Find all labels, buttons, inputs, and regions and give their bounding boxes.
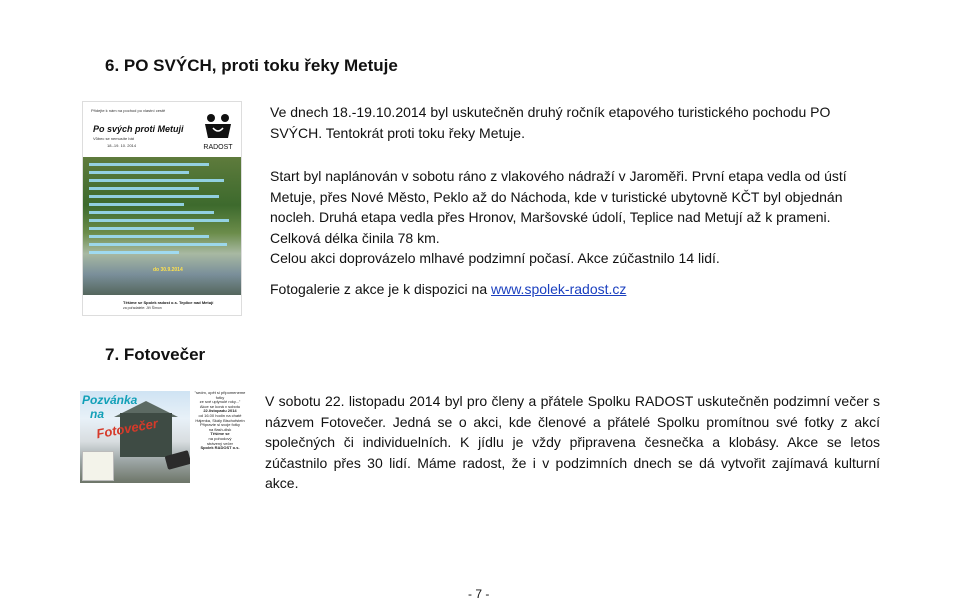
section1-gallery-line: [270, 279, 890, 300]
gallery-text: Fotogalerie z akce je k dispozici na: [270, 281, 491, 297]
poster-info-line: Hájenka, Skály Bischofstein: [195, 417, 245, 423]
poster-deadline: do 30.9.2014: [153, 267, 183, 273]
text-line: nocleh. Druhá etapa vedla přes Hronov, Maršovské údolí, Teplice nad Metují až k prameni.: [270, 209, 831, 226]
poster-info-line: "sedm, opět si připomeneme fotky: [194, 391, 246, 400]
poster-info-line: na pohodový: [208, 435, 232, 441]
poster-info-panel: [190, 391, 250, 483]
poster-info-line: od 16.00 hodin na chatě: [198, 412, 242, 418]
poster-organizer: za pořadatele: Jiří Šimon: [123, 306, 162, 310]
text-line: Celková délka činila 78 km.: [270, 229, 440, 246]
text-line: Ve dnech 18.-19.10.2014 byl uskutečněn druhý ročník etapového turistického pochodu PO: [270, 104, 831, 120]
fotovecer-poster-image: [80, 391, 250, 483]
poster-title: Po svých proti Metuji: [93, 124, 184, 134]
poster-dates: 18.-19. 10. 2014: [107, 143, 137, 148]
section-heading-fotovecer: 7. Fotovečer: [105, 345, 206, 364]
poster-info-line: Připravte si svoje fotky: [199, 422, 240, 428]
poster-info-line: 22.listopadu 2014: [203, 408, 237, 414]
poster-map: [82, 451, 114, 481]
text-line: Celou akci doprovázelo mlhavé podzimní počasí. Akce zúčastnilo 14 lidí.: [270, 250, 720, 267]
page-number: - 7 -: [468, 587, 490, 601]
poster-subtitle: Vůbec se nemusíte bát: [93, 136, 134, 141]
text-line: Start byl naplánován v sobotu ráno z vlakového nádraží v Jaroměři. První etapa vedla od ústí: [270, 168, 847, 184]
text-line: Metuje, přes Nové Město, Peklo až do Náchoda, kde v turistické ubytovně KČT byl objednán: [270, 188, 843, 205]
gallery-link[interactable]: www.spolek-radost.cz: [491, 281, 627, 297]
section1-paragraph-route: [270, 166, 890, 269]
svg-text:RADOST: RADOST: [203, 144, 233, 151]
poster-info-line: strávený večer: [206, 440, 233, 446]
poster-intro-text: Přidejte k nám na pochod po vlastní cestě: [91, 108, 166, 113]
poster-info-line: Akce se koná v sobotu: [199, 403, 241, 409]
poster-info-line: na flash-disk: [208, 426, 232, 432]
poster-thanks: Těšíme se Spolek radost o.s. Teplice nad Metují: [123, 300, 214, 305]
poster-winter-scene: [80, 391, 190, 483]
section1-paragraph-intro: [270, 102, 890, 143]
poster-info-line: ze své uplynulé roky...": [199, 399, 241, 405]
poster-info-line: Spolek RADOST o.s.: [200, 445, 240, 451]
section2-paragraph: V sobotu 22. listopadu 2014 byl pro členy a přátele Spolku RADOST uskutečněn podzimní večer s názvem Fotovečer. Jedná se o akci, kde členové a přátelé Spolku promítnou své fotky z akcí společných či individuelních. K jídlu je vždy připravena česnečka a klobásy. Akce se letos zúčastnilo přes 30 lidí. Máme radost, že i v podzimních dnech se dá vytvořit zajímavá kulturní akce.: [265, 393, 880, 492]
po-svych-poster-image: [82, 101, 242, 316]
text-line: SVÝCH. Tentokrát proti toku řeky Metuje.: [270, 124, 525, 141]
poster-heading-na: na: [90, 407, 105, 421]
poster-heading-fotovecer: Fotovečer: [95, 415, 159, 442]
section-heading-po-svych: 6. PO SVÝCH, proti toku řeky Metuje: [105, 56, 398, 75]
radost-logo-icon: [201, 112, 235, 152]
poster-river-photo: [83, 157, 241, 295]
poster-info-line: Těšíme se: [210, 431, 230, 437]
poster-heading: Pozvánka: [82, 393, 138, 407]
